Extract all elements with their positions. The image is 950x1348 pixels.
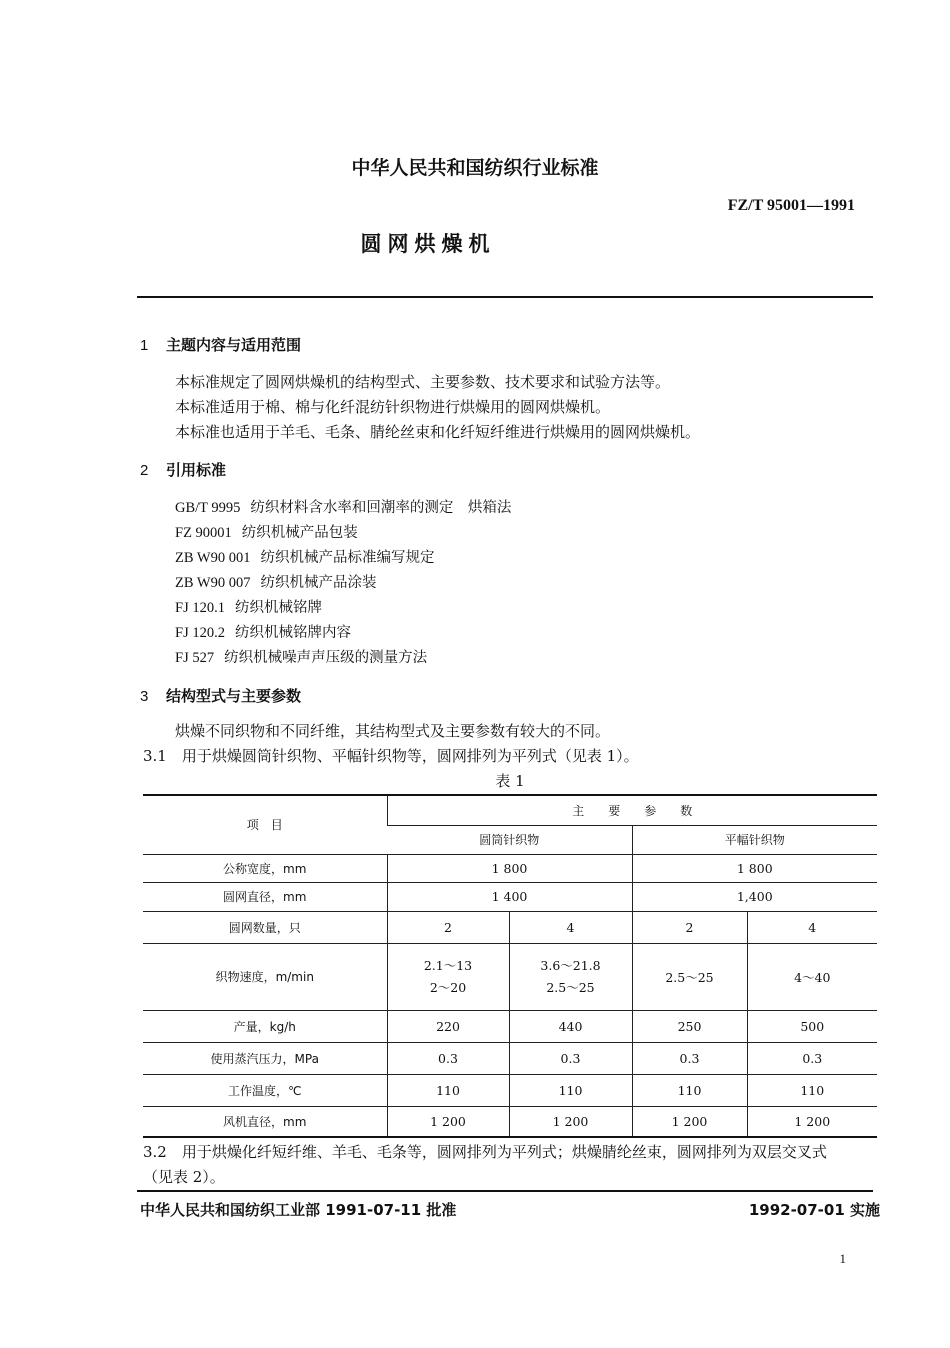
row-label: 工作温度，℃ (143, 1074, 387, 1106)
paragraph: 本标准规定了圆网烘燥机的结构型式、主要参数、技术要求和试验方法等。 (175, 373, 671, 391)
row-label: 使用蒸汽压力，MPa (143, 1042, 387, 1074)
implementation-date: 1992-07-01 实施 (748, 1201, 880, 1219)
reference-title: 纺织机械铭牌内容 (234, 625, 351, 641)
table-row (143, 943, 877, 1010)
table-cell: 1 200 (387, 1106, 509, 1137)
paragraph: 本标准适用于棉、棉与化纤混纺针织物进行烘燥用的圆网烘燥机。 (175, 398, 611, 416)
reference-code: ZB W90 001 (175, 550, 251, 566)
row-label: 圆网直径，mm (143, 882, 387, 911)
section-1-heading (140, 334, 301, 355)
table-row (143, 882, 877, 911)
row-label: 圆网数量，只 (143, 911, 387, 943)
parameter-table (143, 794, 877, 1138)
table-header-item: 项 目 (143, 795, 387, 854)
reference-code: FJ 527 (175, 650, 215, 666)
table-cell: 0.3 (632, 1042, 747, 1074)
table-row (143, 1074, 877, 1106)
table-cell: 250 (632, 1010, 747, 1042)
row-label: 风机直径，mm (143, 1106, 387, 1137)
row-label: 产量，kg/h (143, 1010, 387, 1042)
section-title: 引用标准 (166, 461, 227, 479)
table-cell: 110 (509, 1074, 632, 1106)
section-title: 结构型式与主要参数 (166, 687, 302, 705)
section-number: 1 (140, 337, 149, 354)
table-cell: 110 (387, 1074, 509, 1106)
table-cell (387, 943, 509, 1010)
standard-code: FZ/T 95001—1991 (727, 197, 855, 214)
approval-line: 中华人民共和国纺织工业部 1991-07-11 批准 (140, 1201, 457, 1219)
reference-title: 纺织机械产品标准编写规定 (260, 550, 435, 566)
clause-3-2-continued: （见表 2）。 (143, 1168, 225, 1186)
footer-divider (137, 1190, 873, 1192)
cell-line: 2.5～25 (546, 979, 595, 995)
table-cell: 1 200 (632, 1106, 747, 1137)
table-cell: 0.3 (747, 1042, 877, 1074)
table-cell: 4 (509, 911, 632, 943)
table-cell: 110 (632, 1074, 747, 1106)
cell-line: 3.6～21.8 (540, 957, 601, 973)
section-title: 主题内容与适用范围 (166, 336, 302, 354)
section-number: 2 (140, 462, 149, 479)
table-cell: 2.5～25 (632, 943, 747, 1010)
table-row (143, 1106, 877, 1137)
reference-item (175, 571, 376, 592)
reference-title: 纺织材料含水率和回潮率的测定 烘箱法 (250, 500, 512, 516)
section-number: 3 (140, 688, 149, 705)
clause-3-1: 3.1 用于烘燥圆筒针织物、平幅针织物等，圆网排列为平列式（见表 1）。 (143, 747, 639, 765)
table-caption: 表 1 (495, 772, 525, 790)
page-number: 1 (839, 1251, 846, 1266)
reference-code: FJ 120.2 (175, 625, 225, 641)
table-row (143, 1042, 877, 1074)
reference-item (175, 646, 427, 667)
table-cell: 0.3 (509, 1042, 632, 1074)
table-cell: 440 (509, 1010, 632, 1042)
table-row (143, 911, 877, 943)
table-header-main: 主 要 参 数 (387, 795, 877, 825)
paragraph: 烘燥不同织物和不同纤维，其结构型式及主要参数有较大的不同。 (175, 722, 611, 740)
table-row (143, 1010, 877, 1042)
paragraph: 本标准也适用于羊毛、毛条、腈纶丝束和化纤短纤维进行烘燥用的圆网烘燥机。 (175, 423, 701, 441)
table-cell: 4 (747, 911, 877, 943)
reference-item (175, 621, 351, 642)
row-label: 织物速度，m/min (143, 943, 387, 1010)
table-cell: 1 200 (747, 1106, 877, 1137)
section-3-heading (140, 685, 301, 706)
table-cell: 1 800 (387, 854, 632, 882)
table-cell: 1 200 (509, 1106, 632, 1137)
reference-item (175, 596, 322, 617)
reference-code: ZB W90 007 (175, 575, 251, 591)
table-cell: 4～40 (747, 943, 877, 1010)
cell-line: 2～20 (429, 979, 467, 995)
reference-title: 纺织机械铭牌 (234, 600, 322, 616)
clause-3-2: 3.2 用于烘燥化纤短纤维、羊毛、毛条等，圆网排列为平列式；烘燥腈纶丝束，圆网排列为双层交叉式 (143, 1143, 827, 1161)
header-divider (137, 296, 873, 298)
issuing-organization: 中华人民共和国纺织行业标准 (351, 157, 599, 179)
table-row (143, 854, 877, 882)
reference-item (175, 496, 511, 517)
table-cell: 1,400 (632, 882, 877, 911)
reference-code: GB/T 9995 (175, 500, 241, 516)
table-cell: 220 (387, 1010, 509, 1042)
table-cell: 1 400 (387, 882, 632, 911)
row-label: 公称宽度，mm (143, 854, 387, 882)
table-cell: 500 (747, 1010, 877, 1042)
section-2-heading (140, 459, 226, 480)
document-title: 圆网烘燥机 (360, 232, 496, 256)
reference-item (175, 546, 434, 567)
table-cell: 2 (632, 911, 747, 943)
table-cell: 0.3 (387, 1042, 509, 1074)
table-cell: 110 (747, 1074, 877, 1106)
reference-title: 纺织机械产品包装 (241, 525, 358, 541)
table-header-open-width: 平幅针织物 (632, 825, 877, 854)
reference-code: FZ 90001 (175, 525, 232, 541)
reference-title: 纺织机械噪声声压级的测量方法 (224, 650, 428, 666)
table-header-tubular: 圆筒针织物 (387, 825, 632, 854)
cell-line: 2.1～13 (423, 957, 473, 973)
reference-item (175, 521, 358, 542)
table-cell: 2 (387, 911, 509, 943)
table-cell (509, 943, 632, 1010)
reference-code: FJ 120.1 (175, 600, 225, 616)
reference-title: 纺织机械产品涂装 (260, 575, 377, 591)
table-cell: 1 800 (632, 854, 877, 882)
